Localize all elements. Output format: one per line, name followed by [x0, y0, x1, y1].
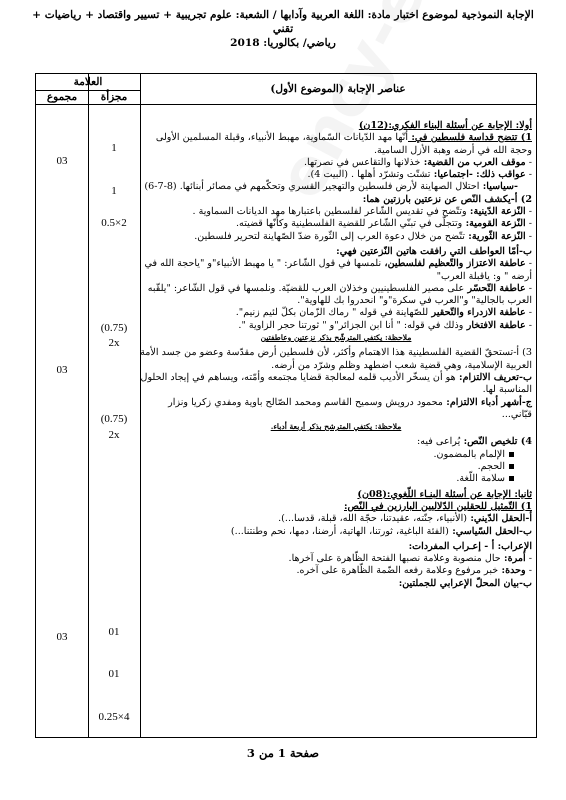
- header-line-1: الإجابة النموذجية لموضوع اختبار مادة: اللغة العربية وآدابها / الشعبة: علوم تجريبية + تسيير واقتصاد + رياضيات + تقني: [32, 9, 534, 35]
- list-item: سلامة اللّغة.: [140, 473, 514, 485]
- question-title: 2) أ-يكشف النّص عن نزعتين بارزتين هما:: [362, 193, 532, 205]
- total-score: 03: [56, 631, 68, 643]
- answer-item: 3) أ-تستحقّ القضية الفلسطينية هذا الاهتمام وأكثر، لأن فلسطين أرض مقدّسة وعضو من جسد الأمة العربية الإسلامية، وهي قضية شعب اضطهد وظلم وشرّد من أرضه.: [140, 347, 532, 371]
- answer-item: 4) تلخيص النّص: يُراعى فيه:: [417, 436, 532, 448]
- section-title: ثانيا: الإجابة عن أسئلة البنـاء اللّغوي:(08ن): [357, 488, 532, 500]
- partial-score: 1: [111, 142, 117, 154]
- bullet-icon: [509, 476, 514, 481]
- page-footer: صفحة 1 من 3: [246, 746, 320, 760]
- partial-score: (0.75): [100, 413, 128, 425]
- answer-item: -سياسيا: احتلال الصهاينة لأرض فلسطين والتهجير القسري وتحكّمهم في مصائر أبنائها. (8-7-6): [144, 181, 518, 193]
- header-divider: [36, 104, 536, 105]
- answer-item: - موقف العرب من القضية: خذلانها والتقاعس في نصرتها.: [140, 157, 532, 169]
- bullet-icon: [509, 464, 514, 469]
- answer-item: ب-تعريف الالتزام: هو أن يسخّر الأديب قلمه لمعالجة قضايا مجتمعه وأمّته، ويساهم في إيجاد الحلول المناسبة لها.: [140, 371, 532, 396]
- question-title: 1) التّمثيل للحقلين الدّلاليين البارزين في النّص:: [344, 500, 532, 512]
- section-title: أولا: الإجابة عن أسئلة البناء الفكري:(12ن): [358, 120, 532, 131]
- answer-item: - وحدة: خبر مرفوع وعلامة رفعه الضّمة الظّاهرة على آخره.: [140, 565, 532, 577]
- partial-score: 2×0.5: [101, 217, 127, 229]
- elements-header: عناصر الإجابة (الموضوع الأول): [270, 83, 406, 95]
- answer-item: ج-أشهر أدباء الالتزام: محمود درويش وسميح القاسم ومحمد الصّالح باوية ومفدي زكريا ونزار قبّاني...: [168, 396, 532, 420]
- document-header: [24, 8, 542, 50]
- answer-item: - عاطفة الافتخار وذلك في قوله: " أنا ابن الجزائر"و " ثورتنا حجر الزاوية ".: [140, 320, 532, 332]
- total-score: 03: [56, 155, 68, 167]
- partial-score: 01: [108, 668, 120, 680]
- answer-item: - عاطفة الازدراء والتّحقير للصّهاينة في قوله " رماك الزّمان بكلّ لئيم زنيم".: [140, 307, 532, 319]
- answer-item: - عواقب ذلك: -اجتماعيا: تشتّت وتشرّد أهلها . (البيت 4).: [140, 169, 532, 181]
- answer-item: 1) تتضح قداسة فلسطين في: أنّها مهد الدّيانات السّماوية، مهبط الأنبياء، وقبلة المسلمين الأولى وحجة الله في أرضه وهبة الأزل السامية.: [155, 132, 532, 156]
- partial-score: (0.75): [100, 322, 128, 334]
- header-line-2: رياضي/ بكالوريا: 2018: [230, 37, 336, 49]
- answer-item: - عاطفة التّحسّر على مصير الفلسطينيين وخذلان العرب للقضيّة. ونلمسها في قول الشّاعر: "يلقّبه العرب بالجالية" و"العرب في سكرة"و" انحدروا بك للهاوية".: [140, 283, 532, 308]
- note: ملاحظة: يكتفي المترشّح بذكر نزعتين وعاطفتين: [260, 333, 412, 343]
- answer-item: - النّزعة القومية: وتتجلّى في تبنّي الشّاعر للقضية الفلسطينية وكأنّها قضيته.: [140, 218, 532, 230]
- partial-score: 4×0.25: [98, 711, 130, 723]
- total-header: مجموع: [46, 91, 78, 103]
- answer-table: [35, 73, 537, 738]
- bullet-icon: [509, 452, 514, 457]
- list-item: الإلمام بالمضمون.: [140, 449, 514, 461]
- list-item: الحجم.: [140, 461, 514, 473]
- partial-score: 2x: [108, 429, 120, 441]
- question-title: ب-أمّا العواطف التي رافقت هاتين النّزعتين فهي:: [336, 245, 532, 257]
- grade-header: العلامة: [73, 76, 103, 88]
- answer-item: - النّزعة الدّينية: وتتّضح في تقديس الشّاعر لفلسطين باعتبارها مهد الديانات السماوية .: [140, 206, 532, 218]
- answer-item: - عاطفة الاعتزاز والتّعظيم لفلسطين، نلمسها في قول الشّاعر: " يا مهبط الأنبياء"و "ياحجة الله في أرضه " و: ياقبلة العرب": [140, 258, 532, 283]
- answer-item: ب-الحقل السّياسي: (الفئة الباغية، ثورتنا، الهاتية، أرضنا، دمها، نحم وطنتنا...): [230, 525, 532, 537]
- partial-score: 1: [111, 185, 117, 197]
- partial-header: مجزأة: [100, 91, 128, 103]
- answer-item: - أمرة: حال منصوبة وعلامة نصبها الفتحة الظّاهرة على آخرها.: [140, 553, 532, 565]
- answer-item: - النّزعة الثّورية: تتّضح من خلال دعوة العرب إلى الثّورة ضدّ الصّهاينة لتحرير فلسطين.: [140, 231, 532, 243]
- partial-score: 01: [108, 626, 120, 638]
- answer-item: أ-الحقل الدّيني: (الأنبياء، جنّته، عقيدتنا، حجّة الله، قبلة، قدسا...).: [278, 513, 532, 525]
- partial-score: 2x: [108, 337, 120, 349]
- question-title: الإعراب: أ - إعـراب المفردات:: [408, 540, 532, 552]
- total-score: 03: [56, 364, 68, 376]
- note: ملاحظة: يكتفي المترشح بذكر أربعة أدباء.: [270, 422, 402, 432]
- answer-elements: [140, 120, 532, 590]
- question-title: ب-بيان المحلّ الإعرابي للجملتين:: [398, 577, 532, 589]
